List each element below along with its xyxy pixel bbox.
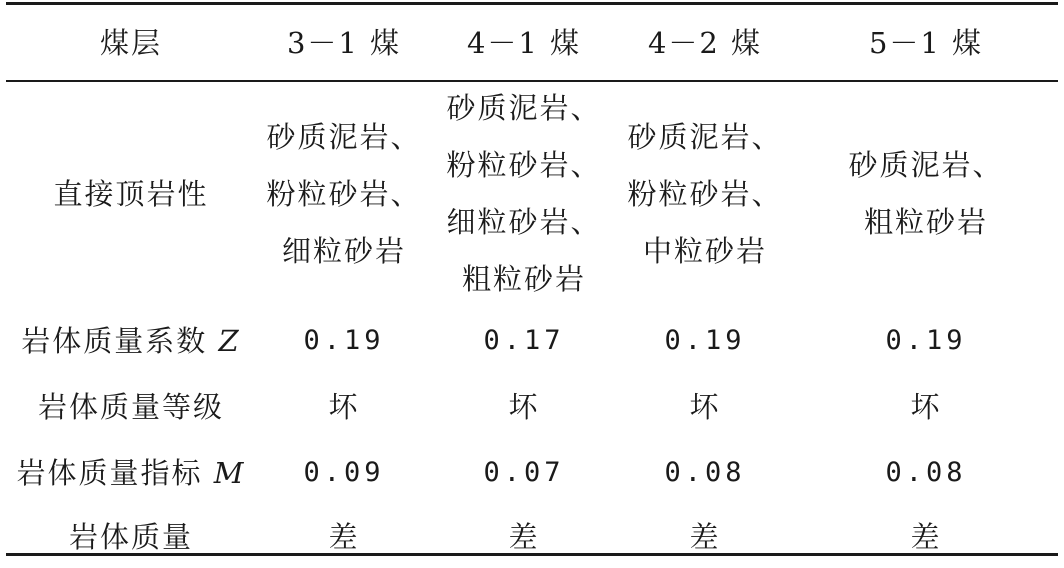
lithology-line: 砂质泥岩、 <box>266 119 422 154</box>
lithology-cell-4-2 <box>616 80 794 308</box>
quality-value-4-1: 差 <box>508 520 540 554</box>
m-value-5-1: 0.08 <box>885 457 967 488</box>
z-value-4-1: 0.17 <box>483 325 565 356</box>
lithology-line: 砂质泥岩、 <box>848 148 1004 182</box>
table-row <box>6 374 1058 440</box>
lithology-line: 砂质泥岩、 <box>627 119 783 154</box>
lithology-line: 细粒砂岩 <box>281 233 406 268</box>
z-value-3-1: 0.19 <box>303 325 385 356</box>
header-seam-4-1: 4－1 煤 <box>466 25 582 60</box>
header-seam-3-1: 3－1 煤 <box>286 25 402 60</box>
quality-value-5-1: 差 <box>910 520 942 554</box>
row-label-text: 岩体质量指标 <box>16 456 203 490</box>
data-table <box>6 5 1058 568</box>
grade-value-5-1: 坏 <box>910 390 942 424</box>
lithology-line: 粉粒砂岩、 <box>266 176 422 211</box>
lithology-cell-3-1 <box>256 80 432 308</box>
z-value-5-1: 0.19 <box>885 325 967 356</box>
lithology-line: 粗粒砂岩 <box>461 262 586 296</box>
row-label-quality-index <box>6 440 256 506</box>
header-row <box>6 5 1058 80</box>
row-label-quality-coefficient <box>6 308 256 374</box>
lithology-line: 细粒砂岩、 <box>446 205 602 239</box>
table-row <box>6 440 1058 506</box>
lithology-cell-5-1 <box>794 80 1058 308</box>
header-label: 煤层 <box>99 25 162 60</box>
symbol-z: Z <box>218 324 241 358</box>
table-row <box>6 308 1058 374</box>
lithology-line: 粉粒砂岩、 <box>446 148 602 182</box>
grade-value-4-2: 坏 <box>689 390 721 424</box>
lithology-line: 粗粒砂岩 <box>863 205 988 239</box>
m-value-4-1: 0.07 <box>483 457 565 488</box>
table-row <box>6 506 1058 568</box>
lithology-line: 粉粒砂岩、 <box>627 176 783 211</box>
grade-value-3-1: 坏 <box>328 390 360 424</box>
grade-value-4-1: 坏 <box>508 390 540 424</box>
z-value-4-2: 0.19 <box>664 325 746 356</box>
m-value-4-2: 0.08 <box>664 457 746 488</box>
lithology-line: 砂质泥岩、 <box>446 91 602 125</box>
header-seam-4-2: 4－2 煤 <box>647 25 763 60</box>
quality-value-4-2: 差 <box>689 520 721 554</box>
table-row <box>6 80 1058 308</box>
lithology-cell-4-1 <box>432 80 616 308</box>
row-label-text: 岩体质量系数 <box>21 324 208 358</box>
symbol-m: M <box>213 456 246 490</box>
lithology-line: 中粒砂岩 <box>642 233 767 268</box>
row-label-lithology: 直接顶岩性 <box>53 177 209 211</box>
quality-value-3-1: 差 <box>328 520 360 554</box>
m-value-3-1: 0.09 <box>303 457 385 488</box>
row-label-quality-grade: 岩体质量等级 <box>37 390 224 424</box>
header-seam-5-1: 5－1 煤 <box>868 25 984 60</box>
row-label-quality: 岩体质量 <box>68 520 193 554</box>
